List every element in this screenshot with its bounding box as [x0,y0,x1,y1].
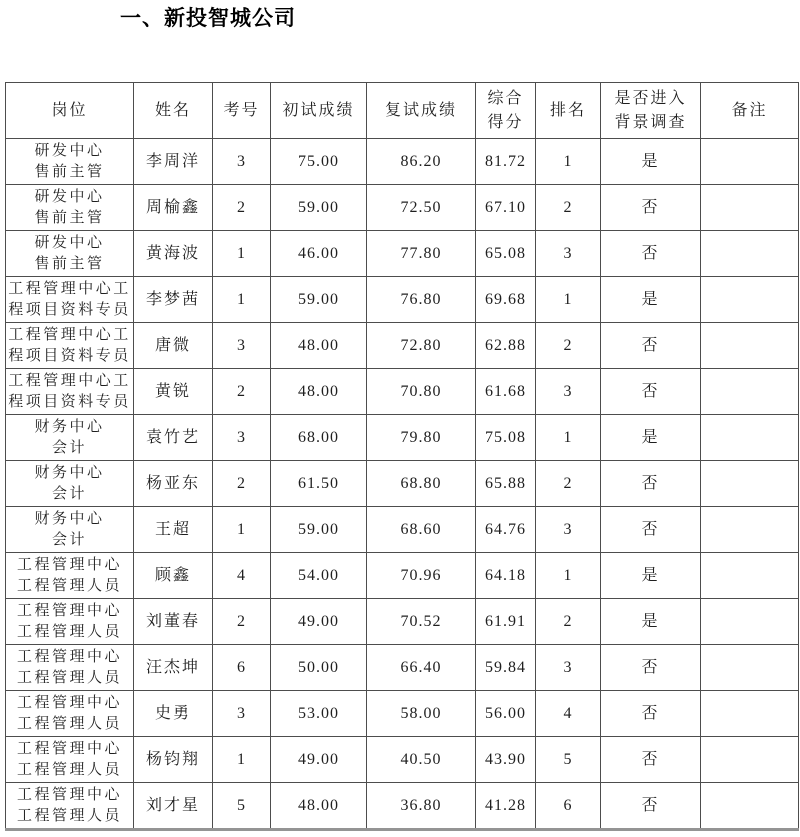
total-score-cell: 56.00 [476,691,536,737]
remark-cell [701,783,799,830]
column-header-first-test: 初试成绩 [271,83,367,139]
rank-cell: 3 [536,369,601,415]
first-test-cell: 54.00 [271,553,367,599]
exam-no-cell: 1 [213,507,271,553]
position-cell: 工程管理中心 工程管理人员 [6,599,134,645]
name-cell: 黄海波 [134,231,213,277]
rank-cell: 3 [536,231,601,277]
rank-cell: 2 [536,599,601,645]
background-check-cell: 否 [601,691,701,737]
first-test-cell: 61.50 [271,461,367,507]
first-test-cell: 46.00 [271,231,367,277]
column-header-second-test: 复试成绩 [367,83,476,139]
background-check-cell: 是 [601,415,701,461]
second-test-cell: 40.50 [367,737,476,783]
remark-cell [701,323,799,369]
total-score-cell: 62.88 [476,323,536,369]
total-score-cell: 41.28 [476,783,536,830]
background-check-cell: 是 [601,139,701,185]
exam-no-cell: 5 [213,783,271,830]
first-test-cell: 49.00 [271,737,367,783]
table-row [6,277,799,323]
exam-no-cell: 1 [213,737,271,783]
table-row [6,323,799,369]
position-cell: 研发中心 售前主管 [6,231,134,277]
remark-cell [701,553,799,599]
exam-no-cell: 3 [213,415,271,461]
first-test-cell: 48.00 [271,369,367,415]
total-score-cell: 75.08 [476,415,536,461]
second-test-cell: 68.80 [367,461,476,507]
second-test-cell: 68.60 [367,507,476,553]
total-score-cell: 64.76 [476,507,536,553]
background-check-cell: 否 [601,645,701,691]
rank-cell: 2 [536,461,601,507]
name-cell: 李梦茜 [134,277,213,323]
background-check-cell: 否 [601,461,701,507]
column-header-position: 岗位 [6,83,134,139]
second-test-cell: 72.50 [367,185,476,231]
first-test-cell: 48.00 [271,783,367,830]
background-check-cell: 否 [601,185,701,231]
background-check-cell: 否 [601,737,701,783]
remark-cell [701,737,799,783]
table-row [6,369,799,415]
remark-cell [701,369,799,415]
table-row [6,691,799,737]
position-cell: 工程管理中心工 程项目资料专员 [6,277,134,323]
column-header-total-score: 综合 得分 [476,83,536,139]
exam-no-cell: 3 [213,323,271,369]
table-row [6,599,799,645]
name-cell: 黄锐 [134,369,213,415]
rank-cell: 1 [536,553,601,599]
second-test-cell: 66.40 [367,645,476,691]
second-test-cell: 70.52 [367,599,476,645]
rank-cell: 2 [536,185,601,231]
rank-cell: 4 [536,691,601,737]
remark-cell [701,507,799,553]
name-cell: 汪杰坤 [134,645,213,691]
background-check-cell: 否 [601,507,701,553]
total-score-cell: 64.18 [476,553,536,599]
background-check-cell: 否 [601,783,701,830]
table-row [6,553,799,599]
table-row [6,461,799,507]
position-cell: 财务中心 会计 [6,415,134,461]
table-header-row [6,83,799,139]
column-header-exam-no: 考号 [213,83,271,139]
first-test-cell: 50.00 [271,645,367,691]
second-test-cell: 86.20 [367,139,476,185]
position-cell: 工程管理中心 工程管理人员 [6,645,134,691]
column-header-rank: 排名 [536,83,601,139]
second-test-cell: 76.80 [367,277,476,323]
first-test-cell: 68.00 [271,415,367,461]
remark-cell [701,691,799,737]
position-cell: 研发中心 售前主管 [6,185,134,231]
position-cell: 财务中心 会计 [6,461,134,507]
rank-cell: 5 [536,737,601,783]
exam-no-cell: 1 [213,231,271,277]
column-header-background-check: 是否进入 背景调查 [601,83,701,139]
exam-no-cell: 1 [213,277,271,323]
rank-cell: 3 [536,645,601,691]
first-test-cell: 59.00 [271,277,367,323]
total-score-cell: 59.84 [476,645,536,691]
name-cell: 王超 [134,507,213,553]
table-row [6,645,799,691]
remark-cell [701,231,799,277]
table-row [6,231,799,277]
table-row [6,185,799,231]
table-row [6,415,799,461]
position-cell: 工程管理中心工 程项目资料专员 [6,369,134,415]
total-score-cell: 43.90 [476,737,536,783]
remark-cell [701,139,799,185]
rank-cell: 2 [536,323,601,369]
rank-cell: 3 [536,507,601,553]
name-cell: 杨钧翔 [134,737,213,783]
first-test-cell: 48.00 [271,323,367,369]
exam-no-cell: 3 [213,139,271,185]
second-test-cell: 79.80 [367,415,476,461]
background-check-cell: 否 [601,323,701,369]
table-row [6,139,799,185]
total-score-cell: 81.72 [476,139,536,185]
position-cell: 工程管理中心 工程管理人员 [6,553,134,599]
name-cell: 袁竹艺 [134,415,213,461]
table-row [6,783,799,830]
position-cell: 工程管理中心 工程管理人员 [6,783,134,830]
results-table [5,82,799,831]
rank-cell: 6 [536,783,601,830]
position-cell: 财务中心 会计 [6,507,134,553]
position-cell: 工程管理中心工 程项目资料专员 [6,323,134,369]
position-cell: 研发中心 售前主管 [6,139,134,185]
background-check-cell: 是 [601,553,701,599]
first-test-cell: 75.00 [271,139,367,185]
second-test-cell: 70.80 [367,369,476,415]
total-score-cell: 61.91 [476,599,536,645]
name-cell: 刘董春 [134,599,213,645]
remark-cell [701,645,799,691]
exam-no-cell: 2 [213,185,271,231]
background-check-cell: 否 [601,231,701,277]
second-test-cell: 70.96 [367,553,476,599]
name-cell: 李周洋 [134,139,213,185]
name-cell: 唐微 [134,323,213,369]
position-cell: 工程管理中心 工程管理人员 [6,691,134,737]
exam-no-cell: 6 [213,645,271,691]
exam-no-cell: 2 [213,369,271,415]
second-test-cell: 58.00 [367,691,476,737]
remark-cell [701,415,799,461]
exam-no-cell: 3 [213,691,271,737]
rank-cell: 1 [536,277,601,323]
table-row [6,507,799,553]
first-test-cell: 59.00 [271,185,367,231]
first-test-cell: 59.00 [271,507,367,553]
remark-cell [701,461,799,507]
column-header-remark: 备注 [701,83,799,139]
name-cell: 刘才星 [134,783,213,830]
background-check-cell: 是 [601,599,701,645]
name-cell: 史勇 [134,691,213,737]
total-score-cell: 65.88 [476,461,536,507]
second-test-cell: 77.80 [367,231,476,277]
page-title: 一、新投智城公司 [120,7,296,30]
total-score-cell: 61.68 [476,369,536,415]
background-check-cell: 否 [601,369,701,415]
rank-cell: 1 [536,415,601,461]
second-test-cell: 36.80 [367,783,476,830]
exam-no-cell: 2 [213,599,271,645]
column-header-name: 姓名 [134,83,213,139]
total-score-cell: 65.08 [476,231,536,277]
background-check-cell: 是 [601,277,701,323]
name-cell: 周榆鑫 [134,185,213,231]
table-body [6,139,799,830]
remark-cell [701,277,799,323]
exam-no-cell: 4 [213,553,271,599]
total-score-cell: 69.68 [476,277,536,323]
exam-no-cell: 2 [213,461,271,507]
name-cell: 杨亚东 [134,461,213,507]
second-test-cell: 72.80 [367,323,476,369]
name-cell: 顾鑫 [134,553,213,599]
total-score-cell: 67.10 [476,185,536,231]
first-test-cell: 49.00 [271,599,367,645]
position-cell: 工程管理中心 工程管理人员 [6,737,134,783]
table-row [6,737,799,783]
remark-cell [701,185,799,231]
first-test-cell: 53.00 [271,691,367,737]
rank-cell: 1 [536,139,601,185]
header-row [6,83,799,139]
remark-cell [701,599,799,645]
